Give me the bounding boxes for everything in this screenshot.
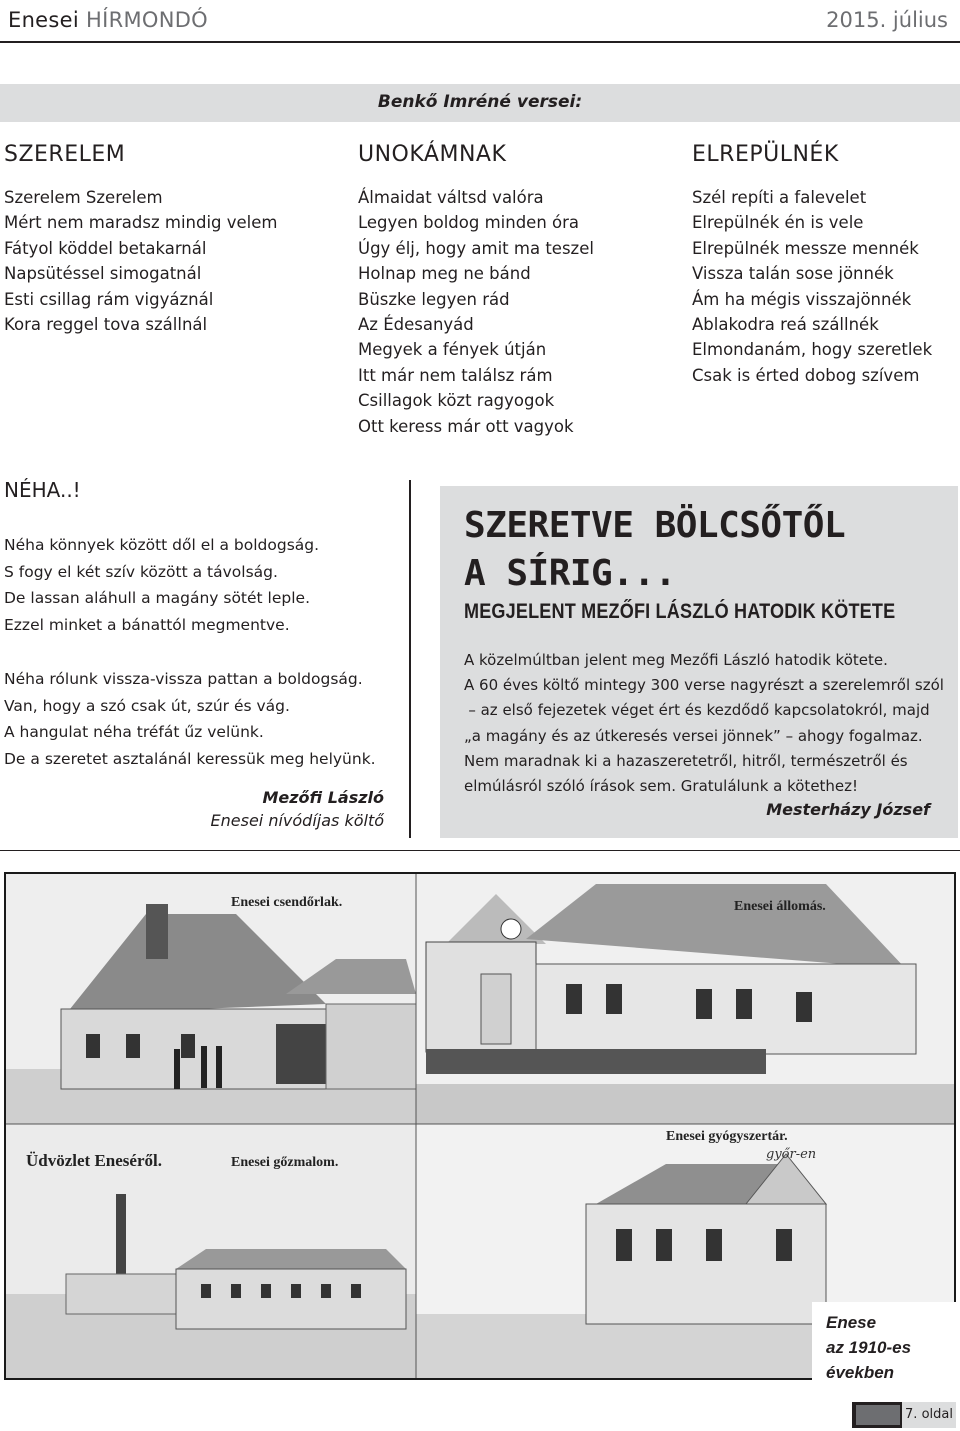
postcard-handwriting: győr-en (766, 1147, 817, 1162)
poem-line: Elrepülnék én is vele (692, 213, 864, 233)
article-line: A közelmúltban jelent meg Mezőfi László hatodik kötete. (464, 651, 888, 669)
poem-line: Esti csillag rám vigyáznál (4, 289, 214, 309)
poem-title: NÉHA..! (4, 478, 81, 502)
poem-line: Csillagok közt ragyogok (358, 391, 555, 411)
poem-line: Néha könnyek között dől el a boldogság. (4, 536, 320, 554)
poem-szerelem (4, 142, 334, 337)
author-name: Mezőfi László (262, 788, 384, 807)
caption-line: években (826, 1363, 895, 1382)
poem-lines (358, 185, 678, 439)
caption-line: Enese (826, 1313, 877, 1332)
article-line: A 60 éves költő mintegy 300 verse nagyrészt a szerelemről szól (464, 676, 944, 695)
poem-line: Ám ha mégis visszajönnék (692, 289, 912, 309)
section-rule (0, 850, 960, 851)
poem-line: Holnap meg ne bánd (358, 264, 531, 284)
caption-line: az 1910-es (826, 1338, 912, 1357)
poem-line: Napsütéssel simogatnál (4, 264, 202, 284)
article-subtitle: MEGJELENT MEZŐFI LÁSZLÓ HATODIK KÖTETE (464, 600, 896, 623)
postcard-label: Enesei állomás. (734, 899, 826, 914)
poem-line: Elmondanám, hogy szeretlek (692, 340, 933, 360)
publication-title: Enesei (8, 8, 79, 32)
article-line: „a magány és az útkeresés versei jönnek” – ahogy fogalmaz. (464, 726, 923, 745)
poem-line: Fátyol köddel betakarnál (4, 238, 207, 258)
poem-line: Ablakodra reá szállnék (692, 315, 879, 335)
poem-title: UNOKÁMNAK (358, 142, 507, 167)
page-number-box (852, 1402, 956, 1428)
poem-lines (4, 185, 334, 337)
postcard-greeting: Üdvözlet Eneséről. (26, 1151, 162, 1170)
poem-unokamnak (358, 142, 678, 439)
poem-line: Szerelem Szerelem (4, 188, 163, 207)
article-line: – az első fejezetek véget ért és kezdődő kapcsolatokról, majd (468, 701, 930, 720)
poet-name: Benkő Imréné versei: (377, 92, 583, 112)
poem-neha (4, 478, 404, 830)
poem-line: Úgy élj, hogy amit ma teszel (358, 238, 594, 258)
poem-line: Álmaidat váltsd valóra (358, 188, 544, 207)
page-header (0, 0, 960, 44)
article-line: Nem maradnak ki a hazaszeretetről, hitről, természetről és (464, 751, 908, 770)
poem-line: Vissza talán sose jönnék (692, 264, 894, 284)
publication-name (8, 8, 208, 32)
poem-line: Elrepülnék messze mennék (692, 238, 919, 258)
postcard-label: Enesei gyógyszertár. (666, 1129, 788, 1144)
article-signature: Mesterházy József (766, 800, 930, 819)
poem-line: Itt már nem találsz rám (358, 365, 553, 385)
poem-title: ELREPÜLNÉK (692, 142, 839, 167)
poem-line: Csak is érted dobog szívem (692, 365, 920, 385)
poem-line: Szél repíti a falevelet (692, 188, 867, 207)
poem-line: Megyek a fények útján (358, 340, 547, 360)
poem-line: Ott keress már ott vagyok (358, 416, 574, 436)
poem-line: S fogy el két szív között a távolság. (4, 562, 278, 581)
poem-line: A hangulat néha tréfát űz velünk. (4, 723, 264, 741)
poem-line: Legyen boldog minden óra (358, 213, 580, 233)
article-box (440, 486, 958, 838)
poem-line: Kora reggel tova szállnál (4, 315, 208, 335)
poem-line: Mért nem maradsz mindig velem (4, 213, 278, 233)
author-role: Enesei nívódíjas költő (210, 811, 384, 830)
postcard-label: Enesei csendőrlak. (231, 895, 343, 910)
article-body (464, 648, 944, 799)
header-rule (0, 41, 960, 43)
poem-line: Néha rólunk vissza-vissza pattan a boldogság. (4, 670, 363, 688)
poem-line: Van, hogy a szó csak út, szúr és vág. (4, 696, 290, 715)
column-divider (409, 480, 411, 838)
poem-elrepulnek (692, 142, 957, 388)
issue-date: 2015. július (826, 8, 948, 32)
poem-signature (211, 786, 384, 832)
postcard-label: Enesei gőzmalom. (231, 1155, 339, 1170)
poem-lines (692, 185, 957, 388)
article-title-line: A SÍRIG... (464, 553, 676, 594)
poem-line: Az Édesanyád (358, 315, 474, 335)
article-title (464, 502, 845, 598)
page-number: 7. oldal (902, 1402, 956, 1428)
poem-title: SZERELEM (4, 142, 126, 167)
poem-line: De a szeretet asztalánál keressük meg helyünk. (4, 749, 376, 768)
page-tab-gray (856, 1405, 900, 1425)
stanza-gap (4, 638, 404, 666)
poem-line: Ezzel minket a bánattól megmentve. (4, 615, 290, 634)
article-line: elmúlásról szóló írások sem. Gratulálunk a kötethez! (464, 777, 859, 796)
poem-line: De lassan aláhull a magány sötét leple. (4, 589, 311, 607)
publication-subtitle: HÍRMONDÓ (85, 8, 209, 32)
article-title-line: SZERETVE BÖLCSŐTŐL (464, 505, 846, 546)
poem-line: Büszke legyen rád (358, 289, 510, 309)
photo-caption (826, 1310, 911, 1385)
